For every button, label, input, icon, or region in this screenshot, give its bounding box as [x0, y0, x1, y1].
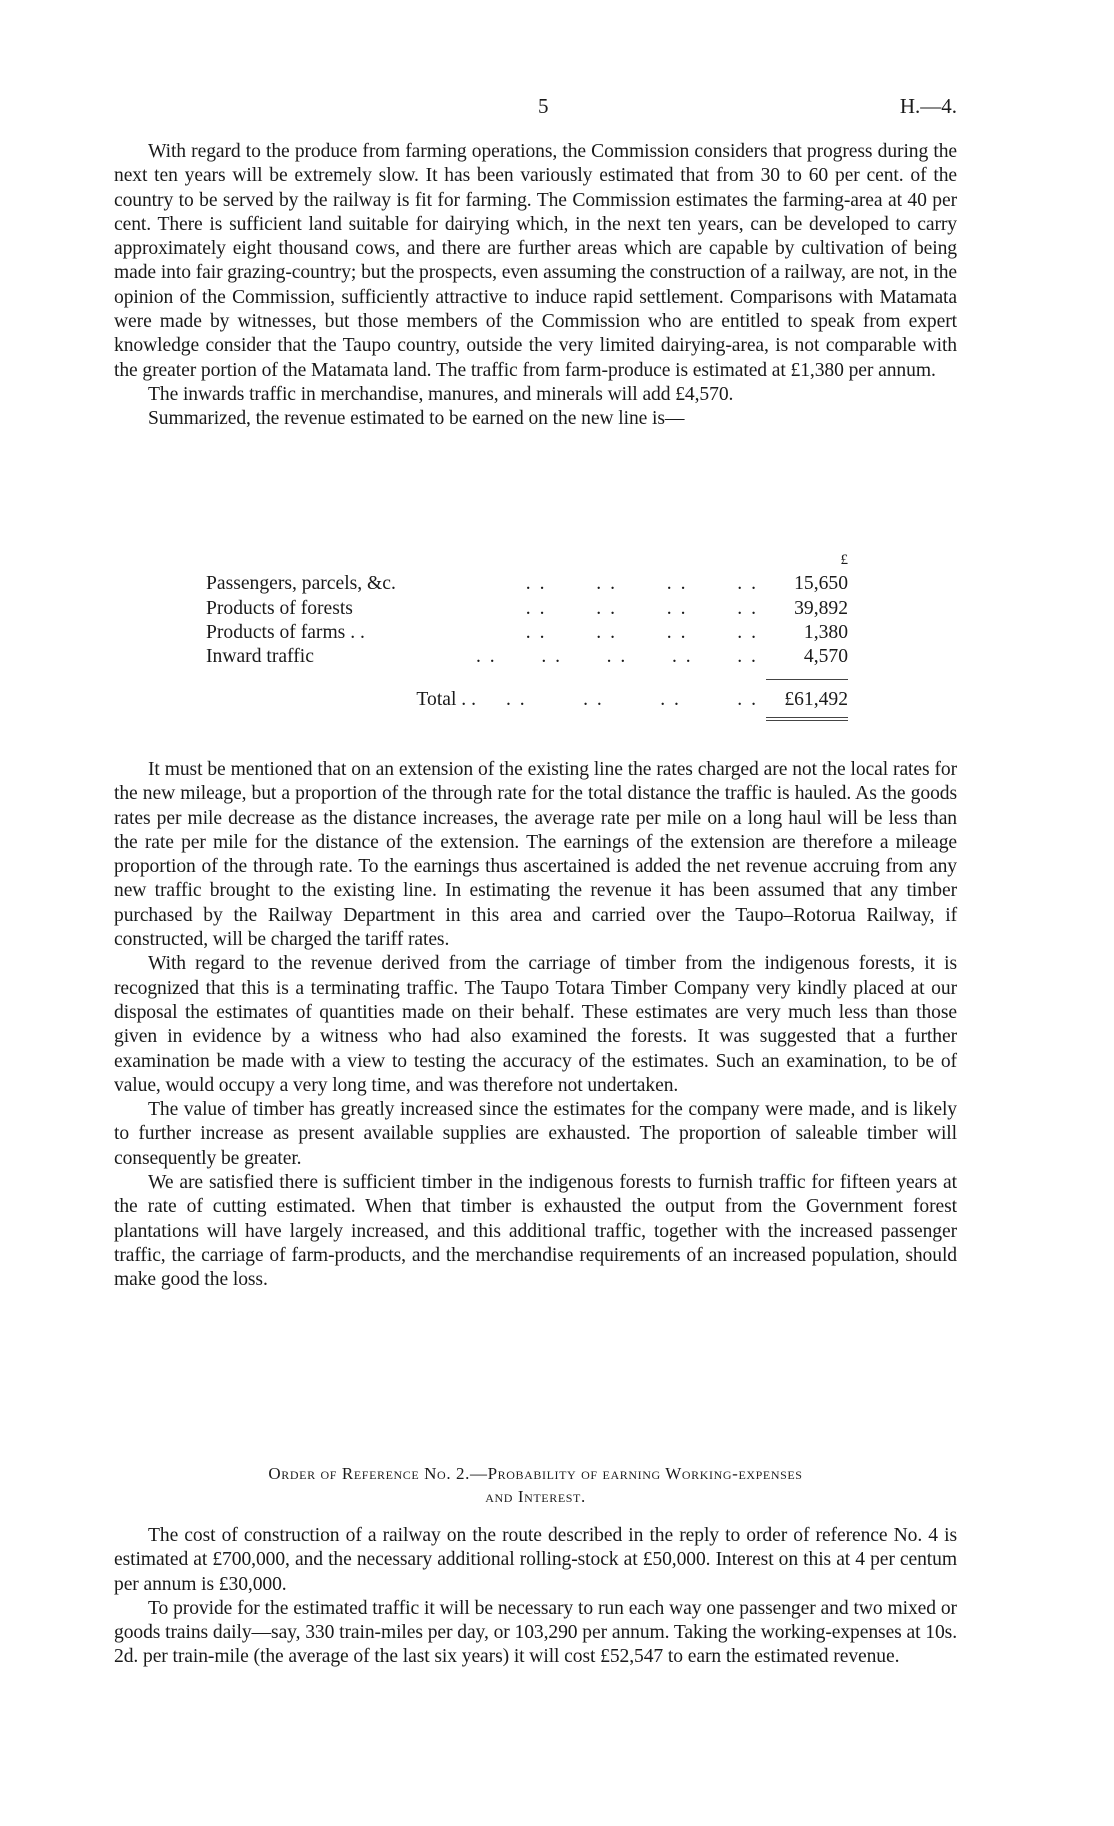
- table-row: [206, 597, 848, 621]
- row-label: Products of farms . .: [206, 621, 365, 643]
- page-number: 5: [538, 94, 549, 118]
- paragraph-farming: With regard to the produce from farming operations, the Commission considers that progress during the next ten years will be extremely slow. It has been variously estimated that from 30 to 60 per cent. of the country to be served by the railway is fit for farming. The Commission estimates the farming-area at 40 per cent. There is sufficient land suitable for dairying which, in the next ten years, can be developed to carry approximately eight thousand cows, and there are further areas which are capable by cultivation of being made into fair grazing-country; but the prospects, even assuming the construction of a railway, are not, in the opinion of the Commission, sufficiently attractive to induce rapid settlement. Comparisons with Matamata were made by witnesses, but those members of the Commission who are entitled to speak from expert knowledge consider that the Taupo country, outside the very limited dairying-area, is not comparable with the greater portion of the Matamata land. The traffic from farm-produce is estimated at £1,380 per annum.: [114, 141, 957, 381]
- leader-dots: . . . . . . . .: [525, 573, 758, 595]
- leader-dots: . . . . . . . .: [525, 621, 758, 643]
- table-row: [206, 645, 848, 669]
- intro-section: [114, 140, 957, 432]
- paragraph-construction-cost: The cost of construction of a railway on the route described in the reply to order of reference No. 4 is estimated at £700,000, and the necessary additional rolling-stock at £50,000. Interest on this at 4 per centum per annum is £30,000.: [114, 1525, 957, 1595]
- section-heading-line1: Order of Reference No. 2.—Probability of earning Working-expenses: [268, 1464, 803, 1483]
- row-amount: 1,380: [803, 621, 848, 643]
- leader-dots: . . . . . . . . . .: [476, 646, 758, 668]
- bottom-section: [114, 1524, 957, 1670]
- section-heading-line2: and Interest.: [485, 1487, 586, 1506]
- page-header: [114, 94, 957, 122]
- row-label: Inward traffic: [206, 646, 314, 668]
- total-double-rule: [766, 717, 848, 721]
- row-amount: 15,650: [794, 573, 848, 595]
- subtotal-rule: [766, 679, 848, 688]
- total-label: Total . .: [416, 689, 476, 711]
- paragraph-timber-value: The value of timber has greatly increased since the estimates for the company were made, and is likely to further increase as present available supplies are exhausted. The proportion of saleable timber will consequently be greater.: [114, 1099, 957, 1169]
- row-amount: 4,570: [803, 646, 848, 668]
- document-reference: H.—4.: [899, 94, 957, 118]
- row-label: Passengers, parcels, &c.: [206, 573, 396, 595]
- paragraph-summarized: Summarized, the revenue estimated to be earned on the new line is—: [148, 408, 685, 430]
- total-row: [206, 688, 848, 712]
- table-row: [206, 572, 848, 596]
- table-row: [206, 621, 848, 645]
- total-amount: £61,492: [784, 689, 848, 711]
- paragraph-timber-revenue: With regard to the revenue derived from the carriage of timber from the indigenous forests, it is recognized that this is a terminating traffic. The Taupo Totara Timber Company very kindly placed at our disposal the estimates of quantities made on their behalf. These estimates are very much less than those given in evidence by a witness who had also examined the forests. It was suggested that a further examination be made with a view to testing the accuracy of the estimates. Such an examination, to be of value, would occupy a very long time, and was therefore not undertaken.: [114, 953, 957, 1096]
- leader-dots: . . . . . . . .: [525, 597, 758, 619]
- middle-section: [114, 758, 957, 1293]
- currency-header-row: [206, 548, 848, 572]
- row-amount: 39,892: [794, 597, 848, 619]
- row-label: Products of forests: [206, 597, 353, 619]
- paragraph-rates: It must be mentioned that on an extension of the existing line the rates charged are not the local rates for the new mileage, but a proportion of the through rate for the total distance the traffic is hauled. As the goods rates per mile decrease as the distance increases, the average rate per mile on a long haul will be less than the rate per mile for the distance of the extension. The earnings of the extension are therefore a mileage proportion of the through rate. To the earnings thus ascertained is added the net revenue accruing from any new traffic brought to the existing line. In estimating the revenue it has been assumed that any timber purchased by the Railway Department in this area and carried over the Taupo–Rotorua Railway, if constructed, will be charged the tariff rates.: [114, 759, 957, 951]
- currency-header: £: [840, 552, 848, 568]
- leader-dots: . . . . . . . .: [506, 689, 758, 711]
- paragraph-inwards-traffic: The inwards traffic in merchandise, manures, and minerals will add £4,570.: [148, 383, 734, 405]
- paragraph-timber-sufficiency: We are satisfied there is sufficient timber in the indigenous forests to furnish traffic for fifteen years at the rate of cutting estimated. When that timber is exhausted the output from the Government forest plantations will have largely increased, and this additional traffic, together with the increased passenger traffic, the carriage of farm-products, and the merchandise requirements of an increased population, should make good the loss.: [114, 1172, 957, 1291]
- revenue-table: [206, 548, 848, 721]
- paragraph-working-expenses: To provide for the estimated traffic it will be necessary to run each way one passenger and two mixed or goods trains daily—say, 330 train-miles per day, or 103,290 per annum. Taking the working-expenses at 10s. 2d. per train-mile (the average of the last six years) it will cost £52,547 to earn the estimated revenue.: [114, 1597, 957, 1668]
- section-heading: [114, 1462, 957, 1508]
